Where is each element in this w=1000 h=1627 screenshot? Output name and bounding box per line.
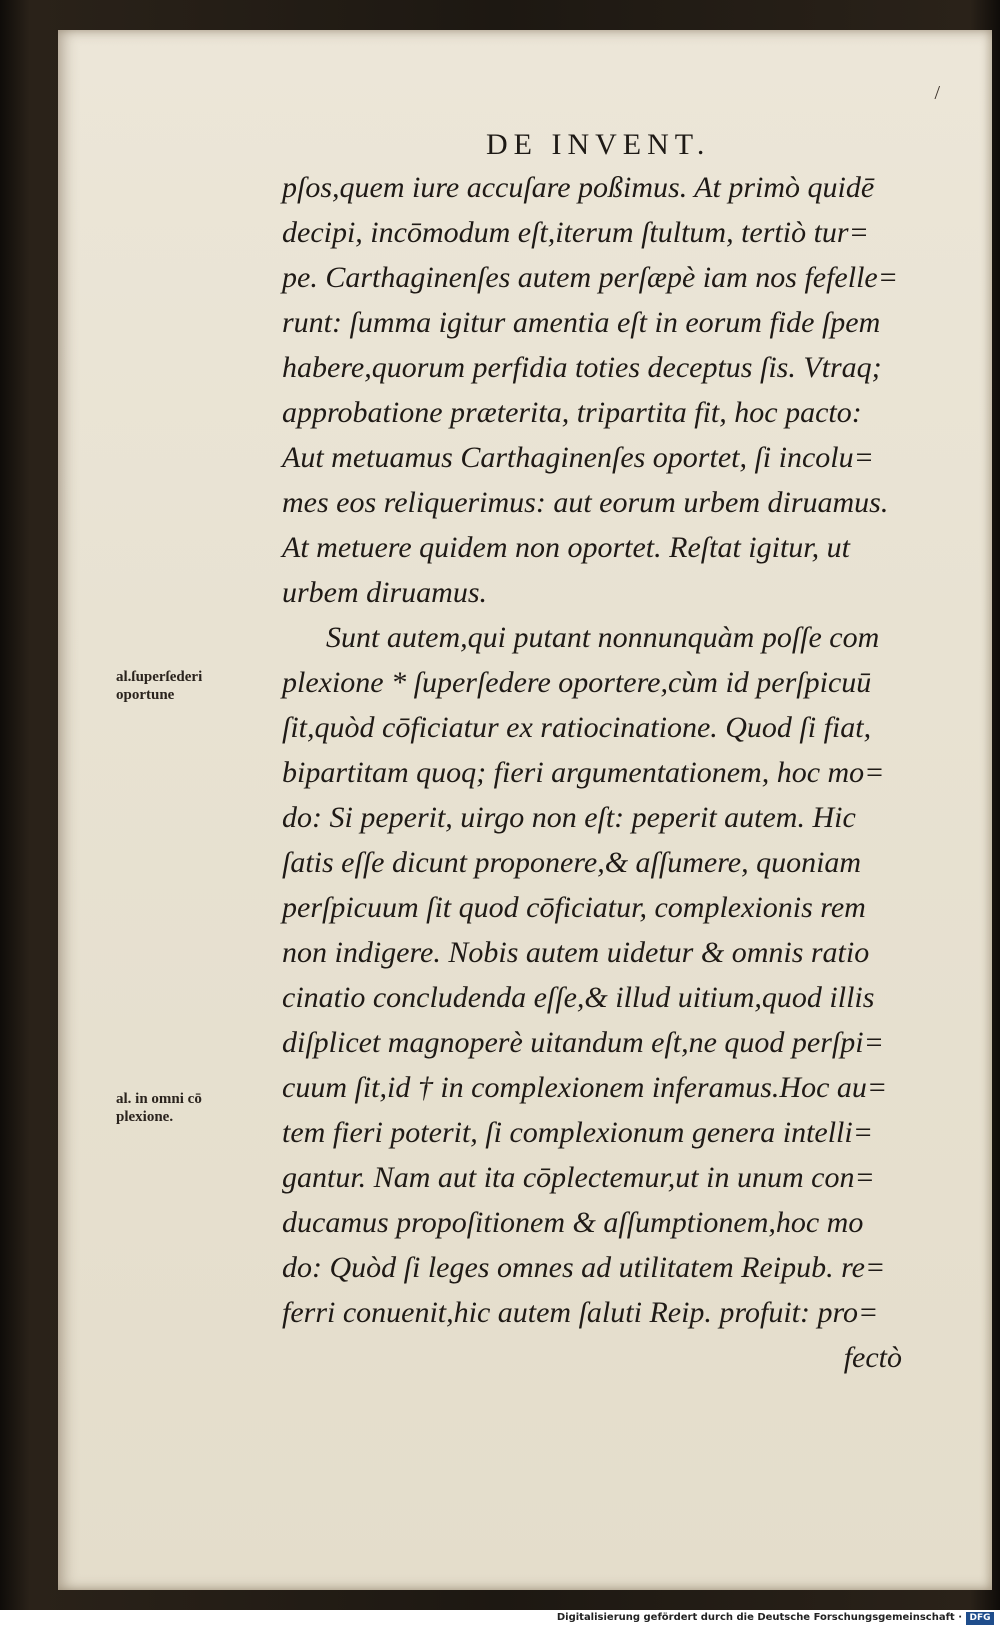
text-line-12: plexione * ſuperſedere oportere,cùm id perſpicuū bbox=[282, 666, 872, 699]
text-line-15: do: Si peperit, uirgo non eſt: peperit autem. Hic bbox=[282, 801, 856, 834]
text-line-18: non indigere. Nobis autem uidetur & omnis ratio bbox=[282, 936, 870, 969]
text-line-23: gantur. Nam aut ita cōplectemur,ut in unum con= bbox=[282, 1161, 875, 1194]
text-line-3: pe. Carthaginenſes autem perſæpè iam nos fefelle= bbox=[282, 261, 898, 294]
text-line-5: habere,quorum perfidia toties deceptus ſis. Vtraq; bbox=[282, 351, 882, 384]
funding-credit: Digitalisierung gefördert durch die Deutsche Forschungsgemeinschaft · bbox=[556, 1612, 962, 1623]
text-line-1: pſos,quem iure accuſare poßimus. At primò quidē bbox=[282, 171, 875, 204]
margin-note-2 bbox=[116, 1090, 266, 1126]
text-line-21: cuum ſit,id † in complexionem inferamus.Hoc au= bbox=[282, 1071, 888, 1104]
text-line-22: tem fieri poterit, ſi complexionum genera intelli= bbox=[282, 1116, 873, 1149]
text-line-17: perſpicuum ſit quod cōficiatur, complexionis rem bbox=[282, 891, 866, 924]
text-line-14: bipartitam quoq; fieri argumentationem, hoc mo= bbox=[282, 756, 885, 789]
catchword: fectò bbox=[843, 1341, 902, 1374]
text-line-13: ſit,quòd cōficiatur ex ratiocinatione. Quod ſi fiat, bbox=[282, 711, 872, 744]
text-line-2: decipi, incōmodum eſt,iterum ſtultum, tertiò tur= bbox=[282, 216, 869, 249]
running-head: DE INVENT. bbox=[486, 128, 711, 161]
text-line-19: cinatio concludenda eſſe,& illud uitium,quod illis bbox=[282, 981, 875, 1014]
margin-note-1 bbox=[116, 668, 266, 704]
margin-note-2-line-1: al. in omni cō bbox=[116, 1091, 202, 1107]
margin-note-2-line-2: plexione. bbox=[116, 1109, 174, 1125]
main-text-block bbox=[282, 165, 942, 1380]
text-line-9: At metuere quidem non oportet. Reſtat igitur, ut bbox=[282, 531, 850, 564]
footer-bar bbox=[0, 1610, 1000, 1627]
text-line-8: mes eos reliquerimus: aut eorum urbem diruamus. bbox=[282, 486, 889, 519]
text-line-16: ſatis eſſe dicunt proponere,& aſſumere, quoniam bbox=[282, 846, 862, 879]
text-line-25: do: Quòd ſi leges omnes ad utilitatem Reipub. re= bbox=[282, 1251, 886, 1284]
margin-note-1-line-1: al.ſuperſederi bbox=[116, 669, 203, 685]
text-line-26: ferri conuenit,hic autem ſaluti Reip. profuit: pro= bbox=[282, 1296, 879, 1329]
text-line-11: Sunt autem,qui putant nonnunquàm poſſe com bbox=[326, 621, 880, 654]
page-corner-mark: / bbox=[934, 82, 940, 104]
text-line-7: Aut metuamus Carthaginenſes oportet, ſi incolu= bbox=[282, 441, 874, 474]
text-line-4: runt: ſumma igitur amentia eſt in eorum fide ſpem bbox=[282, 306, 881, 339]
text-line-20: diſplicet magnoperè uitandum eſt,ne quod perſpi= bbox=[282, 1026, 884, 1059]
dfg-logo: DFG bbox=[966, 1612, 994, 1625]
text-line-6: approbatione præterita, tripartita fit, hoc pacto: bbox=[282, 396, 862, 429]
text-line-24: ducamus propoſitionem & aſſumptionem,hoc mo bbox=[282, 1206, 864, 1239]
margin-note-1-line-2: oportune bbox=[116, 687, 175, 703]
text-line-10: urbem diruamus. bbox=[282, 576, 488, 609]
